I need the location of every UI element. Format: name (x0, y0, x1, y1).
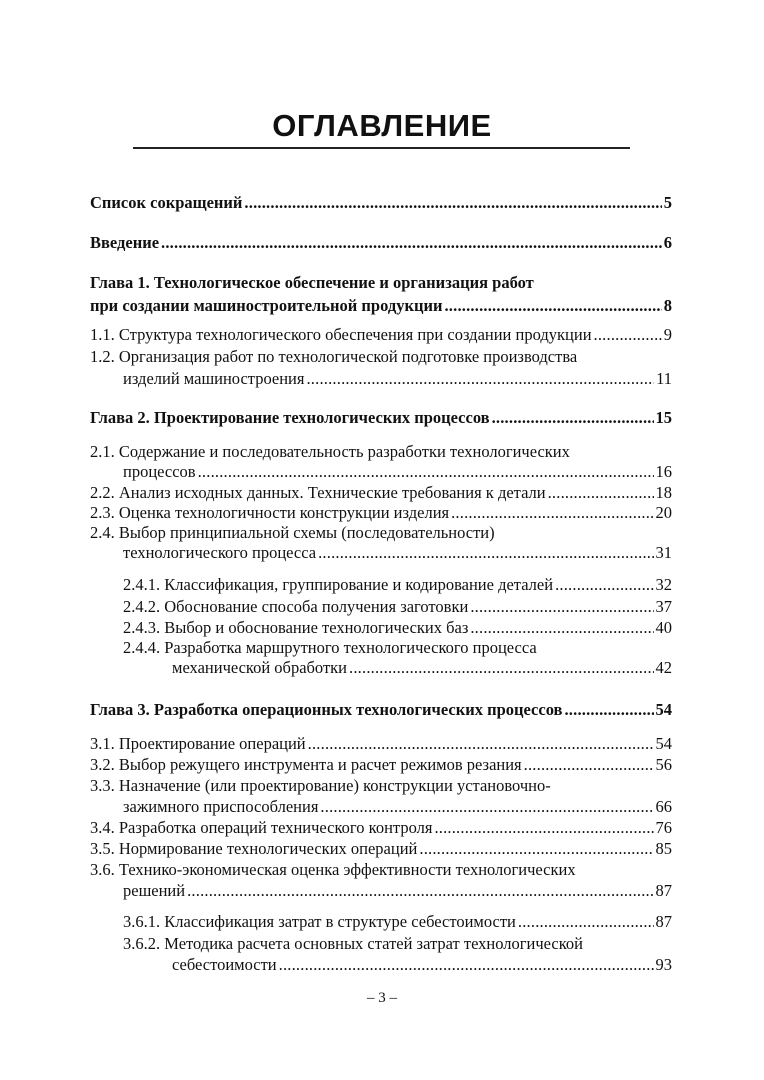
toc-entry-title: технологического процесса (123, 543, 317, 562)
toc-page-number: 76 (655, 818, 672, 837)
toc-entry-title: изделий машиностроения (123, 369, 305, 388)
toc-entry-title: Глава 1. Технологическое обеспечение и организация работ (90, 273, 534, 292)
toc-entry-title: Введение (90, 233, 160, 252)
dot-leader (187, 881, 653, 901)
toc-page-number: 32 (655, 575, 672, 594)
toc-entry[interactable] (90, 193, 672, 213)
dot-leader (470, 618, 653, 638)
toc-entry-continuation[interactable] (172, 955, 672, 975)
dot-leader (444, 296, 661, 316)
toc-entry[interactable] (90, 442, 672, 462)
page-number: – 3 – (367, 990, 397, 1006)
toc-entry-title: зажимного приспособления (123, 797, 319, 816)
toc-entry-title: 2.4.4. Разработка маршрутного технологического процесса (123, 638, 537, 657)
toc-entry[interactable] (90, 755, 672, 775)
toc-page-number: 54 (655, 700, 672, 719)
dot-leader (244, 193, 661, 213)
toc-entry-title: 2.4.3. Выбор и обоснование технологических баз (123, 618, 469, 637)
dot-leader (470, 597, 653, 617)
toc-entry-title: Глава 2. Проектирование технологических процессов (90, 408, 490, 427)
toc-entry-title: механической обработки (172, 658, 348, 677)
dot-leader (492, 408, 654, 428)
toc-entry-continuation[interactable] (123, 543, 672, 563)
toc-entry-title: 2.1. Содержание и последовательность разработки технологических (90, 442, 570, 461)
toc-page-number: 16 (655, 462, 672, 481)
toc-page-number: 18 (655, 483, 672, 502)
toc-entry-title: 3.4. Разработка операций технического контроля (90, 818, 433, 837)
toc-entry-title: 1.1. Структура технологического обеспечения при создании продукции (90, 325, 592, 344)
toc-entry[interactable] (90, 325, 672, 345)
dot-leader (419, 839, 653, 859)
dot-leader (451, 503, 653, 523)
dot-leader (161, 233, 662, 253)
toc-page-number: 8 (663, 296, 672, 315)
toc-entry-title: процессов (123, 462, 196, 481)
toc-entry[interactable] (90, 408, 672, 428)
dot-leader (318, 543, 653, 563)
toc-entry-title: 2.4.2. Обоснование способа получения заготовки (123, 597, 469, 616)
toc-page-number: 56 (655, 755, 672, 774)
toc-entry[interactable] (123, 934, 672, 954)
toc-entry-title: 3.6. Технико-экономическая оценка эффективности технологических (90, 860, 576, 879)
toc-entry-title: решений (123, 881, 186, 900)
toc-entry-title: 1.2. Организация работ по технологической подготовке производства (90, 347, 578, 366)
title-underline (133, 147, 630, 149)
toc-entry-title: Список сокращений (90, 193, 243, 212)
dot-leader (306, 369, 654, 389)
toc-page-number: 5 (663, 193, 672, 212)
toc-entry-title: 3.5. Нормирование технологических операций (90, 839, 418, 858)
toc-page-number: 37 (655, 597, 672, 616)
toc-entry[interactable] (123, 575, 672, 595)
toc-entry-title: 3.3. Назначение (или проектирование) конструкции установочно- (90, 776, 551, 795)
toc-entry[interactable] (90, 839, 672, 859)
toc-entry[interactable] (90, 233, 672, 253)
toc-page-number: 87 (655, 912, 672, 931)
page-title: ОГЛАВЛЕНИЕ (272, 108, 492, 143)
toc-entry[interactable] (90, 776, 672, 796)
toc-page-number: 15 (655, 408, 672, 427)
dot-leader (524, 755, 654, 775)
toc-entry-title: при создании машиностроительной продукции (90, 296, 443, 315)
toc-entry[interactable] (90, 483, 672, 503)
toc-entry-continuation[interactable] (123, 797, 672, 817)
toc-entry-title: себестоимости (172, 955, 277, 974)
toc-entry[interactable] (90, 273, 672, 293)
toc-page-number: 54 (655, 734, 672, 753)
toc-entry-continuation[interactable] (123, 462, 672, 482)
toc-entry-title: 2.4.1. Классификация, группирование и кодирование деталей (123, 575, 554, 594)
dot-leader (555, 575, 653, 595)
toc-entry-title: 2.2. Анализ исходных данных. Технические требования к детали (90, 483, 546, 502)
toc-entry-title: 2.4. Выбор принципиальной схемы (последовательности) (90, 523, 495, 542)
dot-leader (320, 797, 653, 817)
toc-entry-continuation[interactable] (172, 658, 672, 678)
toc-entry-title: 3.6.1. Классификация затрат в структуре себестоимости (123, 912, 516, 931)
dot-leader (198, 462, 654, 482)
dot-leader (518, 912, 654, 932)
toc-entry[interactable] (123, 638, 672, 658)
toc-page-number: 66 (655, 797, 672, 816)
toc-page-number: 85 (655, 839, 672, 858)
dot-leader (308, 734, 654, 754)
toc-entry[interactable] (90, 734, 672, 754)
toc-entry[interactable] (123, 912, 672, 932)
toc-page-number: 20 (655, 503, 672, 522)
toc-page-number: 42 (655, 658, 672, 677)
toc-page-number: 11 (656, 369, 672, 388)
toc-entry[interactable] (90, 818, 672, 838)
toc-entry-title: Глава 3. Разработка операционных технологических процессов (90, 700, 563, 719)
toc-page-number: 9 (663, 325, 672, 344)
toc-entry[interactable] (90, 503, 672, 523)
toc-page-number: 93 (655, 955, 672, 974)
toc-page-number: 31 (655, 543, 672, 562)
toc-page-number: 87 (655, 881, 672, 900)
dot-leader (548, 483, 654, 503)
toc-page-number: 6 (663, 233, 672, 252)
toc-entry[interactable] (90, 860, 672, 880)
dot-leader (349, 658, 653, 678)
toc-entry-title: 3.1. Проектирование операций (90, 734, 306, 753)
toc-entry-continuation[interactable] (123, 881, 672, 901)
toc-entry[interactable] (90, 347, 672, 367)
toc-entry-title: 3.2. Выбор режущего инструмента и расчет режимов резания (90, 755, 522, 774)
dot-leader (279, 955, 654, 975)
toc-entry-continuation[interactable] (90, 296, 672, 316)
dot-leader (594, 325, 662, 345)
toc-entry[interactable] (123, 597, 672, 617)
toc-entry-continuation[interactable] (123, 369, 672, 389)
toc-entry-title: 3.6.2. Методика расчета основных статей затрат технологической (123, 934, 583, 953)
toc-entry[interactable] (123, 618, 672, 638)
dot-leader (434, 818, 653, 838)
dot-leader (564, 700, 653, 720)
toc-entry-title: 2.3. Оценка технологичности конструкции изделия (90, 503, 450, 522)
toc-entry[interactable] (90, 523, 672, 543)
toc-entry[interactable] (90, 700, 672, 720)
toc-page-number: 40 (655, 618, 672, 637)
